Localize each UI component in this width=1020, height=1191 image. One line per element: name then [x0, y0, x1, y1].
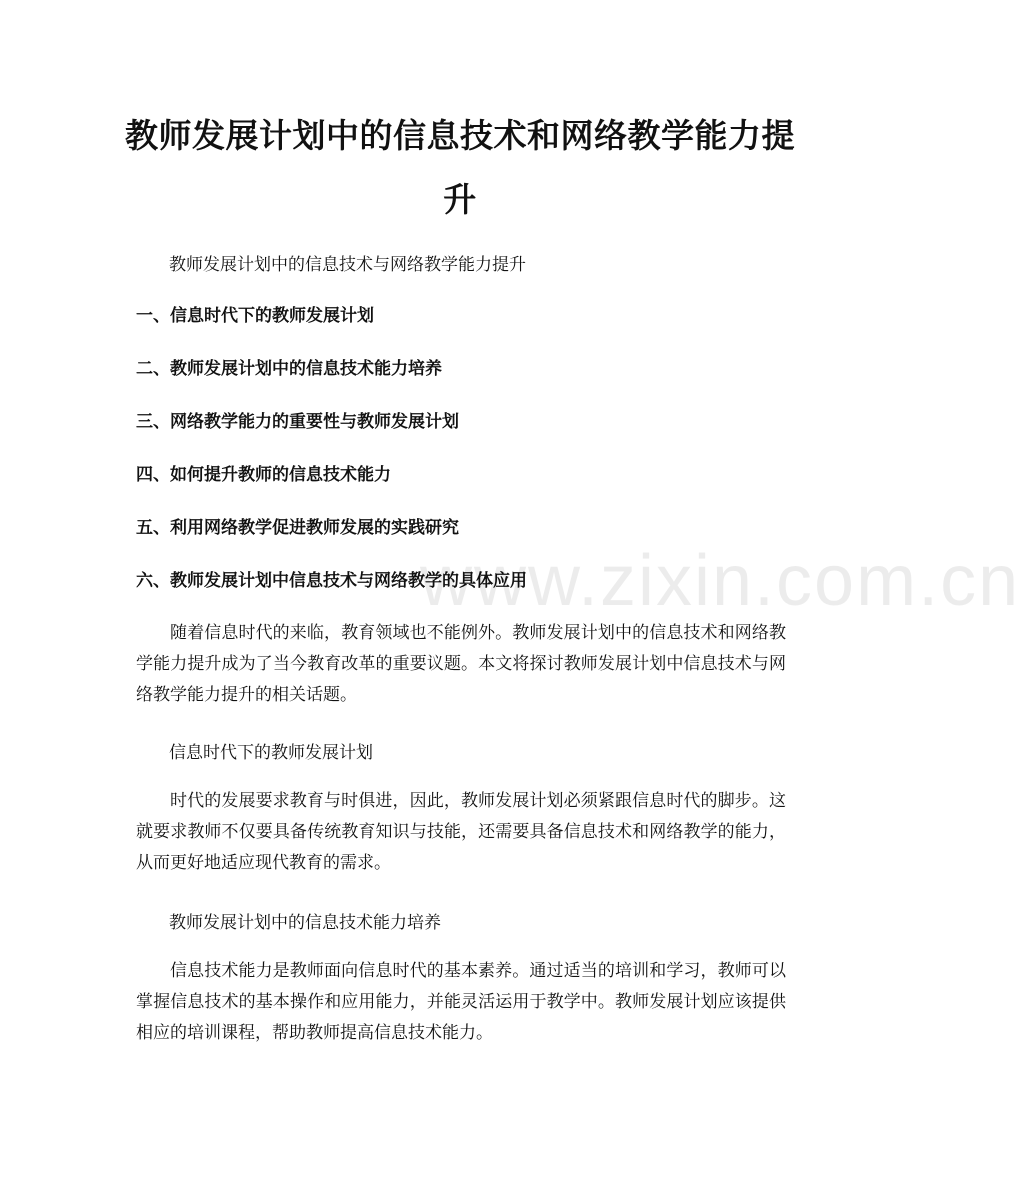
toc-item-4: 四、如何提升教师的信息技术能力 — [136, 465, 391, 485]
table-of-contents — [136, 304, 527, 622]
toc-item-1: 一、信息时代下的教师发展计划 — [136, 306, 374, 326]
section2-paragraph: 信息技术能力是教师面向信息时代的基本素养。通过适当的培训和学习，教师可以掌握信息技术的基本操作和应用能力，并能灵活运用于教学中。教师发展计划应该提供相应的培训课程，帮助教师提高信息技术能力。 — [136, 961, 786, 1043]
document-title: 教师发展计划中的信息技术和网络教学能力提升 — [125, 116, 795, 219]
toc-item-3: 三、网络教学能力的重要性与教师发展计划 — [136, 412, 459, 432]
toc-item-2: 二、教师发展计划中的信息技术能力培养 — [136, 359, 442, 379]
watermark: www.zixin.com.cn — [420, 541, 1020, 621]
toc-item-6: 六、教师发展计划中信息技术与网络教学的具体应用 — [136, 571, 527, 591]
intro-paragraph: 随着信息时代的来临，教育领域也不能例外。教师发展计划中的信息技术和网络教学能力提升成为了当今教育改革的重要议题。本文将探讨教师发展计划中信息技术与网络教学能力提升的相关话题。 — [136, 623, 786, 705]
section2-heading: 教师发展计划中的信息技术能力培养 — [169, 913, 441, 933]
document-subtitle: 教师发展计划中的信息技术与网络教学能力提升 — [169, 255, 526, 275]
toc-item-5: 五、利用网络教学促进教师发展的实践研究 — [136, 518, 459, 538]
section1-paragraph: 时代的发展要求教育与时俱进，因此，教师发展计划必须紧跟信息时代的脚步。这就要求教师不仅要具备传统教育知识与技能，还需要具备信息技术和网络教学的能力，从而更好地适应现代教育的需求。 — [136, 791, 786, 873]
section1-heading: 信息时代下的教师发展计划 — [169, 743, 373, 763]
